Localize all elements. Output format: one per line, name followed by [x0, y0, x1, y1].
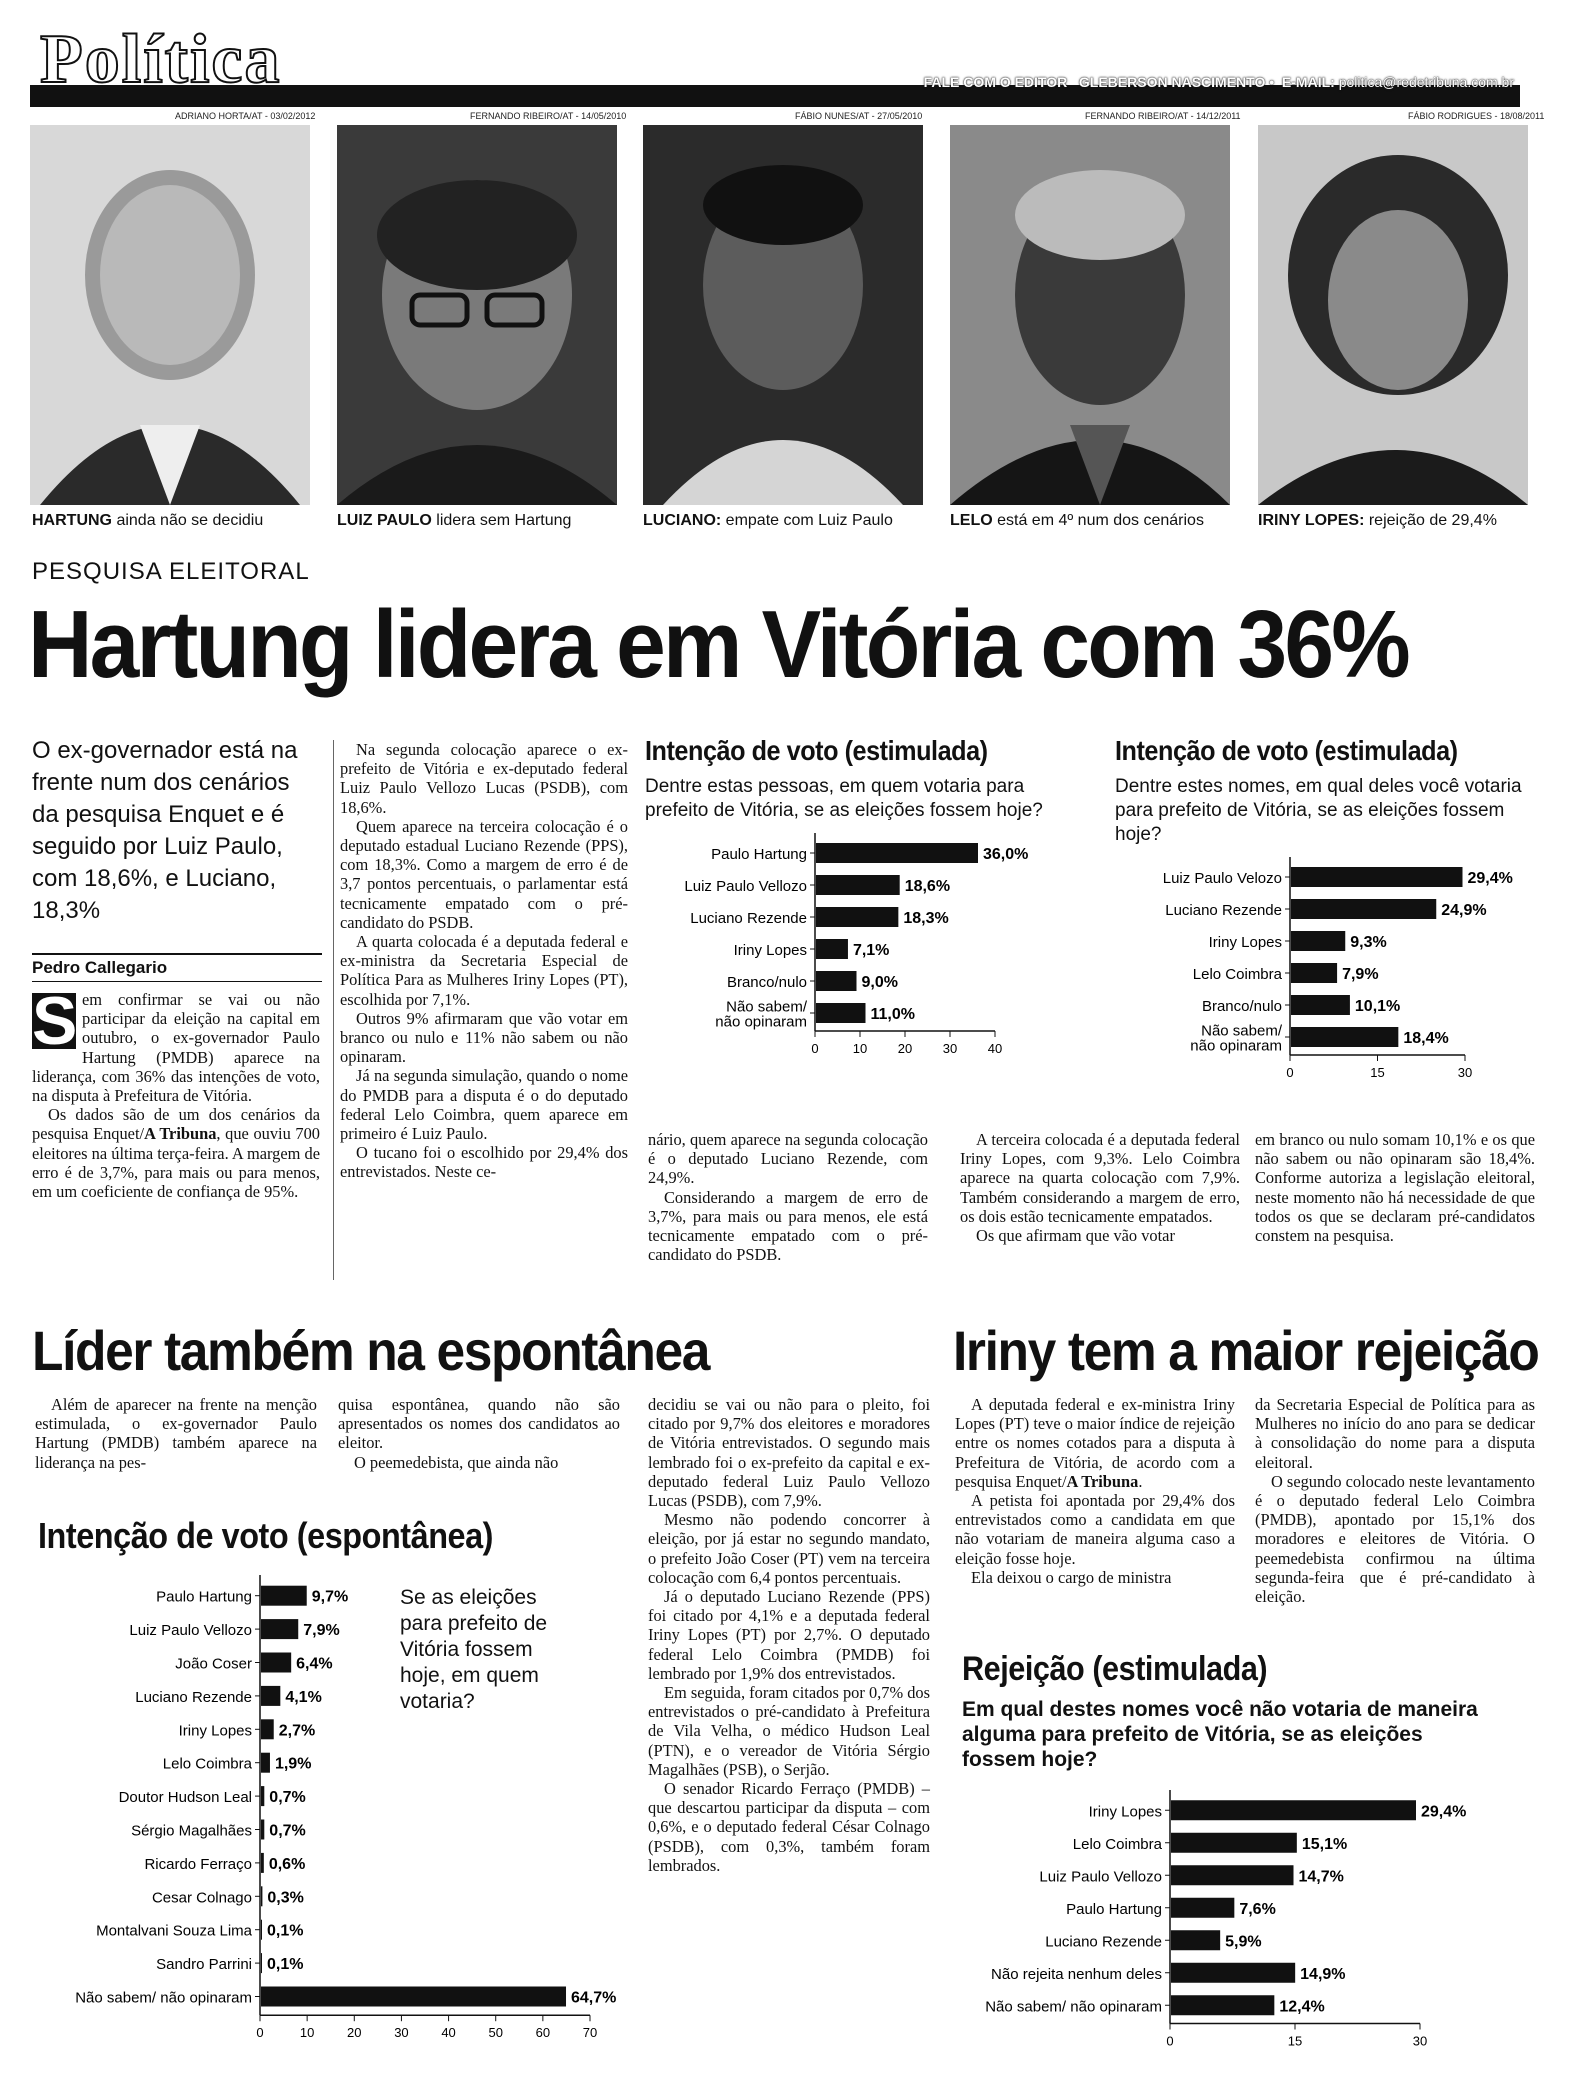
bar — [816, 939, 848, 959]
article-column-1: S em confirmar se vai ou não participar da eleição na capital em outubro, o ex-governador Paulo Hartung (PMDB) aparece na liderança, com 36% das intenções de voto, na disputa à Prefeitura de Vitória. Os dados são de um dos cenários da pesquisa Enquet/A Tribuna, que ouviu 700 eleitores na última terça-feira. A margem de erro é de 3,7%, para mais ou para menos, em um coeficiente de confiança de 95%. — [32, 983, 320, 1202]
category-label: Luiz Paulo Vellozo — [129, 1622, 252, 1640]
data-label: 64,7% — [571, 1989, 617, 2007]
category-label: Não sabem/ — [726, 998, 807, 1016]
editor-contact: FALE COM O EDITOR GLEBERSON NASCIMENTO • E-MAIL: politica@redetribuna.com.br — [923, 74, 1514, 90]
rejeicao-column-2: da Secretaria Especial de Política para as Mulheres no início do ano para se dedicar à consolidação do nome para a disputa eleitoral. O segundo colocado neste levantamento é o deputado federal Lelo Coimbra (PMDB), apontado por 15,1% dos moradores e eleitores de Vitória. O peemedebista confirmou na última segunda-feira que é pré-candidato à eleição. — [1255, 1395, 1535, 1607]
espontanea-column-2: quisa espontânea, quando não são apresentados os nomes dos candidatos ao eleitor. O peemedebista, que ainda não — [338, 1395, 620, 1472]
category-label: Lelo Coimbra — [1192, 966, 1282, 983]
bar — [816, 843, 978, 863]
bar — [1171, 1800, 1416, 1820]
bar — [261, 1619, 298, 1639]
category-label: Cesar Colnago — [151, 1889, 252, 1907]
category-label: Iriny Lopes — [1088, 1803, 1162, 1821]
data-label: 29,4% — [1421, 1803, 1467, 1821]
x-tick-label: 30 — [1412, 2033, 1428, 2049]
category-label: não opinaram — [715, 1013, 807, 1031]
bar — [1291, 1027, 1398, 1047]
photo-credit: FÁBIO RODRIGUES - 18/08/2011 — [1408, 111, 1545, 121]
photo-credit: FERNANDO RIBEIRO/AT - 14/12/2011 — [1085, 111, 1241, 121]
category-label: Doutor Hudson Leal — [118, 1789, 252, 1807]
photo-caption: LUIZ PAULO lidera sem Hartung — [337, 512, 572, 529]
category-label: Branco/nulo — [1201, 998, 1282, 1015]
photo-luiz-paulo — [337, 125, 617, 505]
category-label: Luiz Paulo Vellozo — [684, 878, 807, 895]
category-label: Não rejeita nenhum deles — [991, 1965, 1162, 1983]
data-label: 2,7% — [278, 1722, 316, 1740]
chart-espontanea — [38, 1515, 638, 1557]
photo-credit: ADRIANO HORTA/AT - 03/02/2012 — [175, 111, 316, 121]
dropcap: S — [32, 983, 78, 1059]
bar — [1171, 1833, 1297, 1853]
bar — [1171, 1930, 1220, 1950]
data-label: 9,7% — [311, 1588, 349, 1606]
photo-luciano — [643, 125, 923, 505]
bar-chart — [645, 829, 1065, 1074]
category-label: Luiz Paulo Velozo — [1162, 870, 1282, 887]
x-tick-label: 40 — [987, 1041, 1003, 1056]
x-tick-label: 15 — [1370, 1065, 1385, 1080]
data-label: 0,1% — [267, 1922, 304, 1940]
data-label: 10,1% — [1354, 998, 1401, 1015]
chart-title: Intenção de voto (espontânea) — [38, 1515, 494, 1556]
x-tick-label: 30 — [394, 2025, 409, 2041]
category-label: Luciano Rezende — [135, 1688, 252, 1706]
x-tick-label: 0 — [1166, 2033, 1174, 2049]
chart-question: Dentre estas pessoas, em quem votaria para prefeito de Vitória, se as eleições fossem hoje? — [645, 776, 1043, 821]
bar — [816, 907, 898, 927]
bar — [816, 1003, 866, 1023]
bar — [261, 1586, 307, 1606]
x-tick-label: 10 — [852, 1041, 868, 1056]
category-label: Paulo Hartung — [711, 846, 807, 863]
bar — [1171, 1898, 1234, 1918]
category-label: Luiz Paulo Vellozo — [1039, 1868, 1162, 1886]
category-label: Branco/nulo — [726, 974, 807, 991]
data-label: 9,0% — [861, 974, 898, 991]
bar — [261, 1953, 262, 1973]
photo-lelo — [950, 125, 1230, 505]
x-tick-label: 15 — [1287, 2033, 1303, 2049]
byline: Pedro Callegario — [32, 953, 322, 982]
data-label: 0,7% — [269, 1789, 306, 1807]
data-label: 12,4% — [1279, 1998, 1325, 2016]
category-label: Lelo Coimbra — [162, 1755, 252, 1773]
photo-iriny — [1258, 125, 1528, 505]
chart-estimulada-1 — [645, 735, 1065, 1079]
category-label: Paulo Hartung — [1066, 1900, 1162, 1918]
chart-question: Dentre estes nomes, em qual deles você votaria para prefeito de Vitória, se as eleições fossem hoje? — [1115, 776, 1522, 845]
category-label: Ricardo Ferraço — [144, 1855, 252, 1873]
bar — [261, 1653, 291, 1673]
column-divider — [333, 740, 334, 1280]
section-headline-rejeicao: Iriny tem a maior rejeição — [953, 1319, 1539, 1382]
chart-question: Se as eleições para prefeito de Vitória fossem hoje, em quem votaria? — [400, 1586, 548, 1713]
data-label: 0,6% — [268, 1855, 306, 1873]
photo-hartung — [30, 125, 310, 505]
bar — [261, 1920, 262, 1940]
x-tick-label: 50 — [488, 2025, 503, 2041]
category-label: Luciano Rezende — [1045, 1933, 1162, 1951]
data-label: 9,3% — [1350, 934, 1387, 951]
bar — [816, 875, 900, 895]
category-label: Montalvani Souza Lima — [96, 1922, 252, 1940]
bar — [261, 1753, 270, 1773]
data-label: 0,7% — [269, 1822, 306, 1840]
bar-chart — [30, 1575, 630, 2070]
category-label: João Coser — [175, 1655, 252, 1673]
editor-label: FALE COM O EDITOR — [923, 74, 1068, 90]
category-label: Iriny Lopes — [733, 942, 807, 959]
chart-title: Intenção de voto (estimulada) — [1115, 735, 1458, 766]
category-label: Luciano Rezende — [690, 910, 807, 927]
deck: O ex-governador está na frente num dos cenários da pesquisa Enquet e é seguido por Luiz Paulo, com 18,6%, e Luciano, 18,3% — [32, 737, 298, 924]
data-label: 18,4% — [1403, 1030, 1449, 1047]
editor-email[interactable]: politica@redetribuna.com.br — [1338, 74, 1514, 90]
chart-title: Intenção de voto (estimulada) — [645, 735, 988, 766]
category-label: Lelo Coimbra — [1072, 1835, 1162, 1853]
rejeicao-column-1: A deputada federal e ex-ministra Iriny Lopes (PT) teve o maior índice de rejeição entre os nomes cotados para a disputa à Prefeitura de Vitória, de acordo com a pesquisa Enquet/A Tribuna. A petista foi apontada por 29,4% dos entrevistados como a candidata em que não votariam de maneira alguma caso a eleição fosse hoje. Ela deixou o cargo de ministra — [955, 1395, 1235, 1587]
category-label: Não sabem/ não opinaram — [985, 1998, 1162, 2016]
category-label: Iriny Lopes — [1208, 934, 1282, 951]
category-label: Sandro Parrini — [156, 1956, 252, 1974]
photo-credit: FERNANDO RIBEIRO/AT - 14/05/2010 — [470, 111, 627, 121]
bar — [261, 1786, 264, 1806]
espontanea-column-1: Além de aparecer na frente na menção estimulada, o ex-governador Paulo Hartung (PMDB) também aparece na liderança na pes- — [35, 1395, 317, 1472]
article-column-3: nário, quem aparece na segunda colocação é o deputado Luciano Rezende, com 24,9%. Considerando a margem de erro de 3,7%, para mais ou para menos, ele está tecnicamente empatado com o pré-candidato do PSDB. — [648, 1130, 928, 1265]
photo-caption: HARTUNG ainda não se decidiu — [32, 512, 264, 529]
x-tick-label: 0 — [811, 1041, 819, 1056]
bar — [1291, 899, 1436, 919]
bar — [261, 1719, 274, 1739]
data-label: 0,1% — [267, 1956, 304, 1974]
bar — [1171, 1865, 1294, 1885]
photo-caption: LELO está em 4º num dos cenários — [950, 512, 1204, 529]
photo-caption: IRINY LOPES: rejeição de 29,4% — [1258, 512, 1497, 529]
data-label: 5,9% — [1225, 1933, 1262, 1951]
photo-caption: LUCIANO: empate com Luiz Paulo — [643, 512, 893, 529]
bar-chart — [1115, 853, 1535, 1098]
data-label: 1,9% — [274, 1755, 312, 1773]
bar — [816, 971, 857, 991]
category-label: Não sabem/ — [1201, 1022, 1282, 1040]
bar-chart — [940, 1790, 1530, 2060]
x-tick-label: 30 — [942, 1041, 958, 1056]
data-label: 15,1% — [1301, 1835, 1348, 1853]
data-label: 18,6% — [904, 878, 951, 895]
data-label: 0,3% — [267, 1889, 304, 1907]
category-label: Iriny Lopes — [178, 1722, 252, 1740]
x-tick-label: 20 — [897, 1041, 913, 1056]
category-label: Sérgio Magalhães — [131, 1822, 252, 1840]
bar — [1291, 867, 1463, 887]
x-tick-label: 10 — [299, 2025, 315, 2041]
data-label: 7,9% — [303, 1622, 340, 1640]
data-label: 4,1% — [285, 1688, 322, 1706]
bar — [261, 1686, 280, 1706]
x-tick-label: 0 — [256, 2025, 264, 2041]
x-tick-label: 30 — [1457, 1065, 1473, 1080]
data-label: 24,9% — [1441, 902, 1487, 919]
x-tick-label: 0 — [1286, 1065, 1294, 1080]
chart-estimulada-2 — [1115, 735, 1535, 1103]
chart-rejeicao — [962, 1650, 1522, 1772]
photo-credit: FÁBIO NUNES/AT - 27/05/2010 — [795, 111, 923, 121]
bar — [261, 1820, 264, 1840]
data-label: 7,6% — [1239, 1900, 1276, 1918]
bar — [261, 1987, 566, 2007]
chart-title: Rejeição (estimulada) — [962, 1650, 1268, 1688]
kicker: PESQUISA ELEITORAL — [32, 558, 310, 585]
bar — [1291, 995, 1350, 1015]
editor-name: GLEBERSON NASCIMENTO — [1078, 74, 1266, 90]
article-column-5: em branco ou nulo somam 10,1% e os que não sabem ou não opinaram são 18,4%. Conforme autoriza a legislação eleitoral, neste momento não há necessidade de que todos os que se declaram pré-candidatos constem na pesquisa. — [1255, 1130, 1535, 1246]
data-label: 11,0% — [870, 1006, 915, 1023]
bar — [1291, 963, 1337, 983]
section-headline-espontanea: Líder também na espontânea — [32, 1319, 710, 1382]
espontanea-column-3: decidiu se vai ou não para o pleito, foi citado por 9,7% dos eleitores e moradores de Vitória entrevistados. O segundo mais lembrado foi o ex-prefeito da capital e ex-deputado federal Luiz Paulo Vellozo Lucas (PSDB), com 7,9%. Mesmo não podendo concorrer à eleição, por já estar no segundo mandato, o prefeito João Coser (PT) vem na terceira colocação com 6,4 pontos percentuais. Já o deputado Luciano Rezende (PPS) foi citado por 4,1% e a deputada federal Iriny Lopes (PT) por 2,7%. O deputado federal Lelo Coimbra (PMDB) foi lembrado por 1,9% dos entrevistados. Em seguida, foram citados por 0,7% dos entrevistados o pré-candidato à Prefeitura de Vila Velha, o médico Hudson Leal (PTN), e o vereador de Vitória Sérgio Magalhães (PSB), o Serjão. O senador Ricardo Ferraço (PMDB) – que descartou participar da disputa – com 0,6%, e o deputado federal César Colnago (PSDB), com 0,3%, também foram lembrados. — [648, 1395, 930, 1875]
x-tick-label: 40 — [441, 2025, 456, 2041]
category-label: Paulo Hartung — [156, 1588, 252, 1606]
section-title: Política — [40, 21, 282, 98]
category-label: Luciano Rezende — [1165, 902, 1282, 919]
x-tick-label: 70 — [582, 2025, 598, 2041]
article-column-2: Na segunda colocação aparece o ex-prefeito de Vitória e ex-deputado federal Luiz Paulo Vellozo Lucas (PSDB), com 18,6%. Quem aparece na terceira colocação é o deputado estadual Luciano Rezende (PPS), com 18,3%. Como a margem de erro é de 3,7 pontos percentuais, o parlamentar está tecnicamente empatado com o pré-candidato do PSDB. A quarta colocada é a deputada federal e ex-ministra da Secretaria Especial de Política Para as Mulheres Iriny Lopes (PT), escolhida por 7,1%. Outros 9% afirmaram que vão votar em branco ou nulo e 11% não sabem ou não opinaram. Já na segunda simulação, quando o nome do PMDB para a disputa é o do deputado federal Lelo Coimbra, quem aparece em primeiro é Luiz Paulo. O tucano foi o escolhido por 29,4% dos entrevistados. Neste ce- — [340, 740, 628, 1182]
bar — [1291, 931, 1345, 951]
data-label: 7,9% — [1342, 966, 1379, 983]
bar — [261, 1886, 262, 1906]
data-label: 14,9% — [1300, 1965, 1346, 1983]
chart-question: Em qual destes nomes você não votaria de maneira alguma para prefeito de Vitória, se as eleições fossem hoje? — [962, 1698, 1478, 1771]
article-column-4: A terceira colocada é a deputada federal Iriny Lopes, com 9,3%. Lelo Coimbra aparece na quarta colocação com 7,9%. Também considerando a margem de erro, os dois estão tecnicamente empatados. Os que afirmam que vão votar — [960, 1130, 1240, 1246]
data-label: 29,4% — [1467, 870, 1513, 887]
data-label: 6,4% — [296, 1655, 333, 1673]
bar — [1171, 1963, 1295, 1983]
data-label: 14,7% — [1298, 1868, 1344, 1886]
data-label: 7,1% — [852, 942, 890, 959]
category-label: não opinaram — [1190, 1037, 1282, 1055]
bar — [261, 1853, 264, 1873]
data-label: 36,0% — [983, 846, 1029, 863]
data-label: 18,3% — [903, 910, 949, 927]
email-label: E-MAIL: — [1281, 74, 1335, 90]
main-headline: Hartung lidera em Vitória com 36% — [28, 591, 1408, 698]
category-label: Não sabem/ não opinaram — [75, 1989, 252, 2007]
x-tick-label: 20 — [347, 2025, 362, 2041]
bar — [1171, 1995, 1274, 2015]
x-tick-label: 60 — [535, 2025, 551, 2041]
